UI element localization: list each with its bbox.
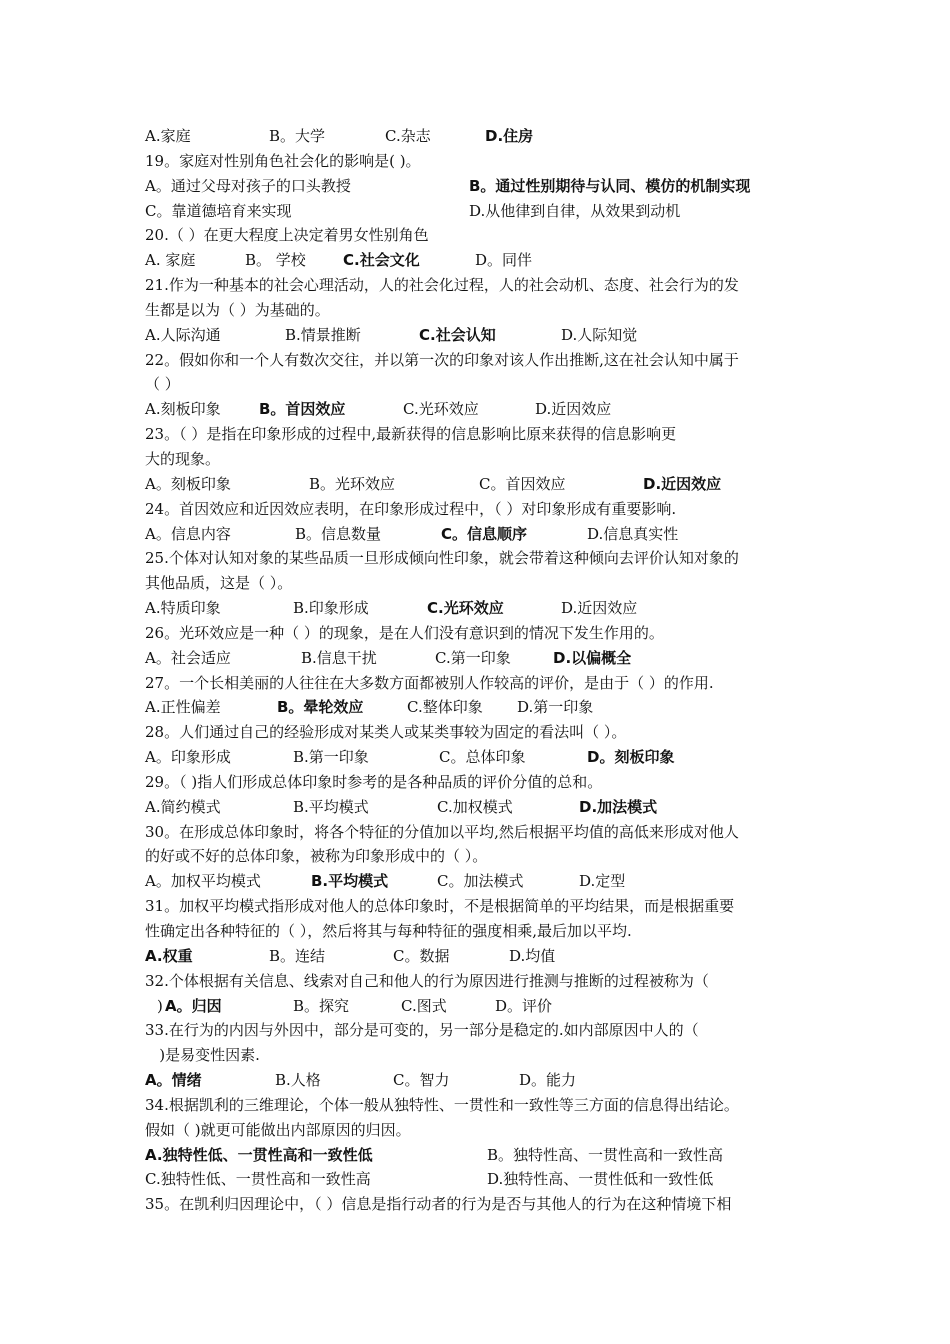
option-b: B。 学校 xyxy=(245,251,306,270)
option-b-answer: B。通过性别期待与认同、模仿的机制实现 xyxy=(469,176,751,195)
option-b-answer: B.平均模式 xyxy=(311,872,389,891)
question-stem: 性确定出各种特征的（ ），然后将其与每种特征的强度相乘,最后加以平均. xyxy=(145,922,632,940)
option-b-answer: B。首因效应 xyxy=(259,400,346,419)
option-b: B.印象形成 xyxy=(293,599,369,618)
question-stem: 30。在形成总体印象时，将各个特征的分值加以平均,然后根据平均值的高低来形成对他人 xyxy=(145,822,739,841)
question-stem: 28。人们通过自己的经验形成对某类人或某类事较为固定的看法叫（ ）。 xyxy=(145,723,627,742)
option-c: C。数据 xyxy=(393,946,450,965)
options-line xyxy=(145,745,815,770)
options-line xyxy=(145,869,815,894)
option-d-answer: D.住房 xyxy=(485,127,534,145)
option-a: A. 家庭 xyxy=(145,251,196,270)
option-b: B。大学 xyxy=(269,127,326,145)
option-d: D.定型 xyxy=(579,872,626,891)
option-a-answer: A.权重 xyxy=(145,946,193,965)
option-d: D.人际知觉 xyxy=(561,325,638,344)
option-a: A.正性偏差 xyxy=(145,698,221,717)
option-c-answer: C.光环效应 xyxy=(427,599,504,618)
question-stem: 的好或不好的总体印象，被称为印象形成中的（ ）。 xyxy=(145,847,488,866)
option-b: B.平均模式 xyxy=(293,797,369,816)
options-line xyxy=(145,199,815,224)
question-stem: 29。（ )指人们形成总体印象时参考的是各种品质的评价分值的总和。 xyxy=(145,772,603,791)
options-line xyxy=(145,522,815,547)
options-line xyxy=(145,944,815,969)
question-stem: 19。家庭对性别角色社会化的影响是( )。 xyxy=(145,151,421,170)
option-c: C.光环效应 xyxy=(403,400,479,419)
question-stem: 21.作为一种基本的社会心理活动，人的社会化过程，人的社会动机、态度、社会行为的发 xyxy=(145,276,739,295)
options-line xyxy=(145,174,815,199)
option-c: C。智力 xyxy=(393,1071,450,1090)
option-c-answer: C.社会认知 xyxy=(419,325,496,344)
question-stem: 22。假如你和一个人有数次交往，并以第一次的印象对该人作出推断,这在社会认知中属于 xyxy=(145,350,739,369)
option-a: A。通过父母对孩子的口头教授 xyxy=(145,176,351,195)
option-a: A.简约模式 xyxy=(145,797,221,816)
option-a-answer: A。情绪 xyxy=(145,1071,202,1090)
option-c: C.图式 xyxy=(401,996,447,1015)
option-b: B.情景推断 xyxy=(285,325,361,344)
question-stem: 其他品质，这是（ ）。 xyxy=(145,574,293,593)
option-b: B。连结 xyxy=(269,946,326,965)
option-b: B.人格 xyxy=(275,1071,321,1090)
question-stem: 31。加权平均模式指形成对他人的总体印象时，不是根据简单的平均结果，而是根据重要 xyxy=(145,897,735,916)
question-stem: 20.（ ）在更大程度上决定着男女性别角色 xyxy=(145,226,429,245)
option-c: C.第一印象 xyxy=(435,648,511,667)
option-b: B.信息干扰 xyxy=(301,648,377,667)
option-d-answer: D。刻板印象 xyxy=(587,748,675,767)
question-stem: 大的现象。 xyxy=(145,449,221,468)
option-d-answer: D.加法模式 xyxy=(579,797,658,816)
option-d: D.均值 xyxy=(509,946,556,965)
option-a: A。加权平均模式 xyxy=(145,872,261,891)
option-c: C.杂志 xyxy=(385,127,431,145)
option-c: C.独特性低、一贯性高和一致性高 xyxy=(145,1170,371,1189)
question-stem: 35。在凯利归因理论中，（ ）信息是指行动者的行为是否与其他人的行为在这种情境下相 xyxy=(145,1195,732,1214)
option-d: D。同伴 xyxy=(475,251,533,270)
options-line xyxy=(145,994,815,1019)
options-line xyxy=(145,472,815,497)
options-line xyxy=(145,1143,815,1168)
option-d: D.信息真实性 xyxy=(587,524,679,543)
option-b: B。探究 xyxy=(293,996,350,1015)
option-b-answer: B。晕轮效应 xyxy=(277,698,364,717)
option-c: C。总体印象 xyxy=(439,748,526,767)
question-stem: （ ） xyxy=(145,375,180,394)
options-line xyxy=(145,695,815,720)
question-stem: 32.个体根据有关信息、线索对自己和他人的行为原因进行推测与推断的过程被称为（ xyxy=(145,971,709,990)
option-d: D.从他律到自律，从效果到动机 xyxy=(469,201,681,220)
question-stem: 33.在行为的内因与外因中，部分是可变的，另一部分是稳定的.如内部原因中人的（ xyxy=(145,1021,699,1040)
question-text-body xyxy=(145,124,815,1217)
question-stem: 23。（ ）是指在印象形成的过程中,最新获得的信息影响比原来获得的信息影响更 xyxy=(145,425,677,444)
options-line xyxy=(145,1068,815,1093)
option-a-answer: A。归因 xyxy=(165,996,222,1015)
option-c: C.整体印象 xyxy=(407,698,483,717)
options-line xyxy=(145,323,815,348)
options-line xyxy=(145,596,815,621)
option-d-answer: D.近因效应 xyxy=(643,474,722,493)
question-stem: 假如（ )就更可能做出内部原因的归因。 xyxy=(145,1120,411,1139)
question-stem: 26。光环效应是一种（ ）的现象，是在人们没有意识到的情况下发生作用的。 xyxy=(145,623,664,642)
option-d: D.第一印象 xyxy=(517,698,594,717)
option-c: C。靠道德培育来实现 xyxy=(145,201,292,220)
option-d-answer: D.以偏概全 xyxy=(553,648,632,667)
option-c: C。首因效应 xyxy=(479,474,566,493)
option-d: D.独特性高、一贯性低和一致性低 xyxy=(487,1170,714,1189)
option-b: B。信息数量 xyxy=(295,524,382,543)
option-c-answer: C.社会文化 xyxy=(343,251,420,270)
question-stem: 24。首因效应和近因效应表明，在印象形成过程中，（ ）对印象形成有重要影响. xyxy=(145,499,677,518)
option-c: C.加权模式 xyxy=(437,797,513,816)
question-stem: 34.根据凯利的三维理论，个体一般从独特性、一贯性和一致性等三方面的信息得出结论。 xyxy=(145,1095,739,1114)
option-a: A。信息内容 xyxy=(145,524,231,543)
options-line xyxy=(145,1167,815,1192)
option-a: A。印象形成 xyxy=(145,748,231,767)
question-stem: 生都是以为（ ）为基础的。 xyxy=(145,300,330,319)
question-stem: )是易变性因素. xyxy=(145,1046,260,1065)
option-a: A。刻板印象 xyxy=(145,474,231,493)
bracket-close: ) xyxy=(157,996,163,1015)
option-c: C。加法模式 xyxy=(437,872,524,891)
options-line xyxy=(145,248,815,273)
option-a: A。社会适应 xyxy=(145,648,231,667)
options-line xyxy=(145,795,815,820)
options-line xyxy=(145,646,815,671)
options-line xyxy=(145,397,815,422)
option-a-answer: A.独特性低、一贯性高和一致性低 xyxy=(145,1145,373,1164)
option-a: A.特质印象 xyxy=(145,599,221,618)
option-d: D。评价 xyxy=(495,996,553,1015)
option-a: A.刻板印象 xyxy=(145,400,221,419)
option-a: A.人际沟通 xyxy=(145,325,221,344)
option-d: D。能力 xyxy=(519,1071,577,1090)
option-a: A.家庭 xyxy=(145,127,191,145)
option-c-answer: C。信息顺序 xyxy=(441,524,528,543)
option-b: B.第一印象 xyxy=(293,748,369,767)
option-d: D.近因效应 xyxy=(535,400,612,419)
question-stem: 27。一个长相美丽的人往往在大多数方面都被别人作较高的评价，是由于（ ）的作用. xyxy=(145,673,714,692)
option-d: D.近因效应 xyxy=(561,599,638,618)
option-b: B。光环效应 xyxy=(309,474,396,493)
option-b: B。独特性高、一贯性高和一致性高 xyxy=(487,1145,724,1164)
question-stem: 25.个体对认知对象的某些品质一旦形成倾向性印象，就会带着这种倾向去评价认知对象的 xyxy=(145,549,739,568)
options-line xyxy=(145,124,815,149)
